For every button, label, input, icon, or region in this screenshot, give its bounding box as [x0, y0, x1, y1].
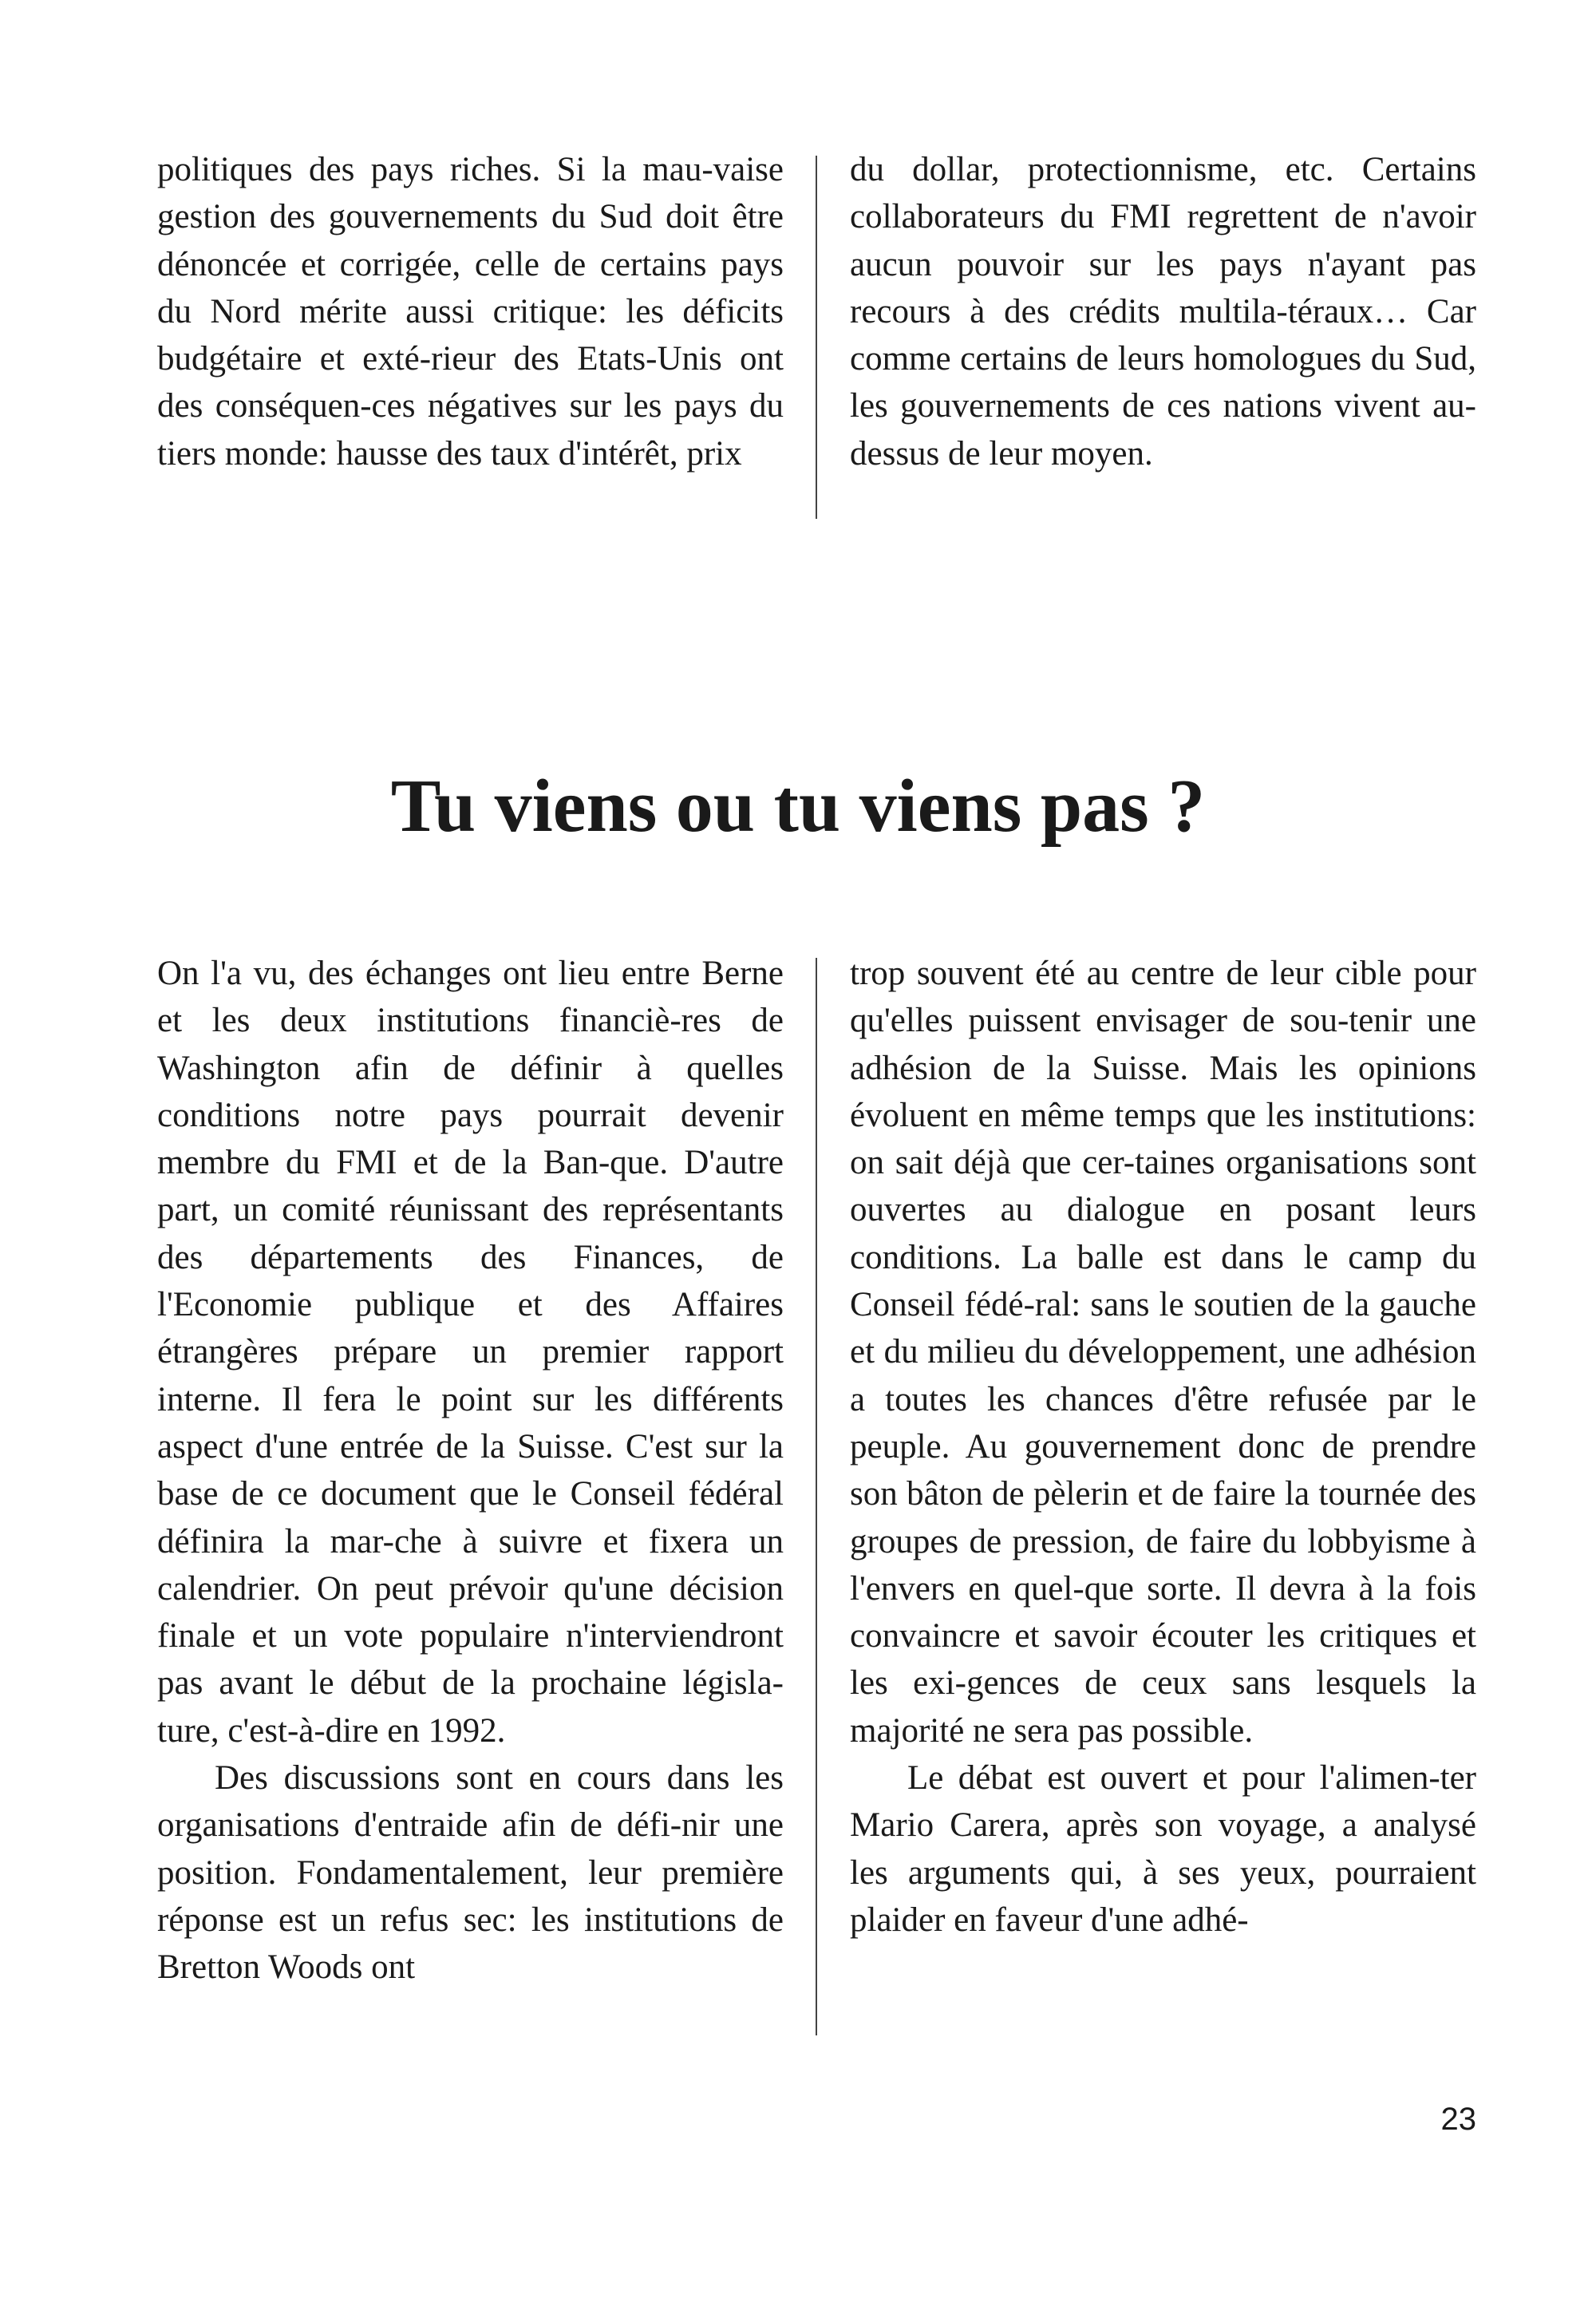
top-left-column	[157, 146, 784, 477]
article-title: Tu viens ou tu viens pas ?	[390, 765, 1206, 848]
paragraph: On l'a vu, des échanges ont lieu entre Berne et les deux institutions financiè-res de Washington afin de définir à quelles conditions notre pays pourrait devenir membre du FMI et de la Ban-que. D'autre part, un comité réunissant des représentants des départements des Finances, de l'Economie publique et des Affaires étrangères prépare un premier rapport interne. Il fera le point sur les différents aspect d'une entrée de la Suisse. C'est sur la base de ce document que le Conseil fédéral définira la mar-che à suivre et fixera un calendrier. On peut prévoir qu'une décision finale et un vote populaire n'interviendront pas avant le début de la prochaine législa-ture, c'est-à-dire en 1992.	[157, 955, 784, 1750]
paragraph: trop souvent été au centre de leur cible pour qu'elles puissent envisager de sou-tenir une adhésion de la Suisse. Mais les opinions évoluent en même temps que les institutions: on sait déjà que cer-taines organisations sont ouvertes au dialogue en posant leurs conditions. La balle est dans le camp du Conseil fédé-ral: sans le soutien de la gauche et du milieu du développement, une adhésion a toutes les chances d'être refusée par le peuple. Au gouvernement donc de prendre son bâton de pèlerin et de faire la tournée des groupes de pression, de faire du lobbyisme à l'envers en quel-que sorte. Il devra à la fois convaincre et savoir écouter les critiques et les exi-gences de ceux sans lesquels la majorité ne sera pas possible.	[850, 955, 1476, 1750]
column-divider	[816, 958, 817, 2035]
paragraph: du dollar, protectionnisme, etc. Certains collaborateurs du FMI regrettent de n'avoir aucun pouvoir sur les pays n'ayant pas recours à des crédits multila-téraux… Car comme certains de leurs homologues du Sud, les gouvernements de ces nations vivent au-dessus de leur moyen.	[850, 151, 1476, 473]
article-left-column	[157, 950, 784, 1992]
top-right-column	[850, 146, 1476, 477]
page-number: 23	[1440, 2102, 1476, 2137]
column-divider	[816, 156, 817, 519]
paragraph: politiques des pays riches. Si la mau-vaise gestion des gouvernements du Sud doit être dénoncée et corrigée, celle de certains pays du Nord mérite aussi critique: les déficits budgétaire et exté-rieur des Etats-Unis ont des conséquen-ces négatives sur les pays du tiers monde: hausse des taux d'intérêt, prix	[157, 151, 784, 473]
paragraph: Des discussions sont en cours dans les organisations d'entraide afin de défi-nir une position. Fondamentalement, leur première réponse est un refus sec: les institutions de Bretton Woods ont	[157, 1759, 784, 1987]
paragraph: Le débat est ouvert et pour l'alimen-ter Mario Carera, après son voyage, a analysé les arguments qui, à ses yeux, pourraient plaider en faveur d'une adhé-	[850, 1759, 1476, 1939]
article-right-column	[850, 950, 1476, 1944]
